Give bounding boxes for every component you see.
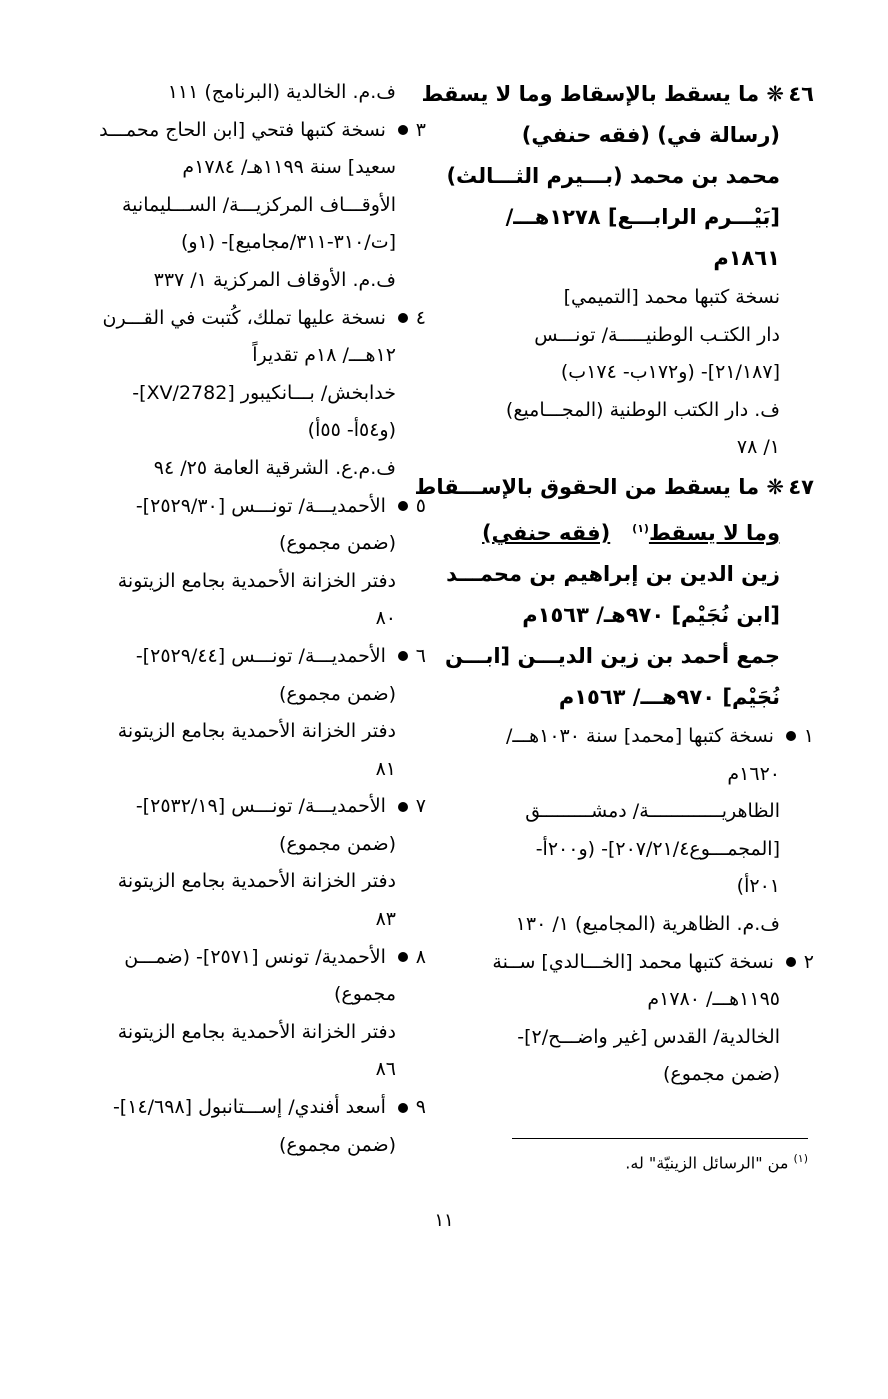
- copy-number: ٣: [415, 118, 426, 141]
- footnote-text: من "الرسائل الزينيّة" له.: [625, 1153, 789, 1173]
- entry-title: ما يسقط من الحقوق بالإســـقاط: [414, 474, 760, 499]
- entry-47-author: زين الدين بن إبراهيم بن محمـــد: [446, 561, 780, 586]
- copy-٣: [86, 112, 426, 150]
- entry-number: ٤٧: [788, 474, 814, 499]
- copy-٤: [86, 300, 426, 338]
- entry-46-line: [٢١/١٨٧]- (و١٧٢ب- ١٧٤ب): [560, 361, 780, 384]
- entry-46-author: محمد بن محمد (بـــيرم الثـــالث): [446, 164, 780, 188]
- entry-number: ٤٦: [788, 82, 814, 106]
- right-column: [414, 74, 814, 1094]
- copy-line: الأوقـــاف المركزيـــة/ الســـليمانية: [122, 193, 396, 216]
- copy-line: (ضمن مجموع): [278, 532, 396, 555]
- entry-46-line: ١/ ٧٨: [736, 436, 780, 459]
- copy-line: ٨٣: [375, 908, 396, 931]
- entry-46-author-date: ١٨٦١م: [713, 246, 780, 270]
- copy-line: نسخة كتبها فتحي [ابن الحاج محمـــد: [99, 118, 386, 141]
- entry-46-title: [421, 74, 814, 115]
- copy-line: الظاهريـــــــــــــة/ دمشـــــــــق: [525, 800, 780, 823]
- copy-٥: [86, 488, 426, 526]
- entry-title-part: وما لا يسقط: [648, 520, 780, 545]
- bullet-icon: [398, 651, 408, 661]
- copy-number: ٢: [803, 950, 814, 973]
- copy-line: ١٦٢٠م: [727, 762, 780, 785]
- entry-46-line: ف. دار الكتب الوطنية (المجـــاميع): [505, 398, 780, 421]
- copy-line: سعيد] سنة ١١٩٩هـ/ ١٧٨٤م: [182, 156, 396, 179]
- copy-line: (ضمن مجموع): [278, 832, 396, 855]
- footnote-ref[interactable]: (١): [632, 521, 649, 535]
- copy-number: ٥: [415, 494, 426, 517]
- page-number: ١١: [434, 1210, 454, 1231]
- copy-1: [466, 718, 814, 756]
- copy-number: ٦: [415, 644, 426, 667]
- copy-line: (و٥٤أ- ٥٥أ): [307, 419, 396, 442]
- copy-line: [المجمـــوع٢٠٧/٢١/٤]- (و٢٠٠أ-: [535, 837, 780, 860]
- copy-line: ف.م. الأوقاف المركزية ١/ ٣٣٧: [153, 268, 396, 291]
- footnote: [625, 1152, 808, 1172]
- copy-line: دفتر الخزانة الأحمدية بجامع الزيتونة: [117, 870, 396, 893]
- copy-line: (ضمن مجموع): [662, 1063, 780, 1086]
- copy-٩: [86, 1089, 426, 1127]
- copy-line: ٨١: [375, 757, 396, 780]
- entry-subject: (فقه حنفي): [482, 520, 611, 545]
- star-icon: ❋: [766, 474, 784, 499]
- entry-47-title: [414, 467, 814, 508]
- copy-number: ٩: [415, 1096, 426, 1119]
- copy-2: [466, 944, 814, 982]
- copy-line: ١١٩٥هـــ/ ١٧٨٠م: [647, 988, 780, 1011]
- copy-٧: [86, 788, 426, 826]
- copy-line: ١٢هـــ/ ١٨م تقديراً: [252, 344, 396, 367]
- copy-line: مجموع): [334, 983, 396, 1006]
- copy-line: الخالدية/ القدس [غير واضـــح/٢]-: [517, 1025, 780, 1048]
- copy-line: ٨٠: [375, 607, 396, 630]
- footnote-divider: [512, 1138, 808, 1139]
- entry-47-compiler-cont: نُجَيْم] ٩٧٠هـــ/ ١٥٦٣م: [558, 684, 780, 709]
- entry-47-title-cont: [466, 508, 814, 554]
- copy-line: الأحمديـــة/ تونـــس [٢٥٣٢/١٩]-: [135, 795, 386, 818]
- copy-line: دفتر الخزانة الأحمدية بجامع الزيتونة: [117, 1020, 396, 1043]
- copy-٨: [86, 939, 426, 977]
- entry-47-compiler: جمع أحمد بن زين الديـــن [ابـــن: [445, 643, 780, 668]
- copy-line: نسخة كتبها [محمد] سنة ١٠٣٠هـــ/: [506, 724, 774, 747]
- star-icon: ❋: [766, 82, 784, 106]
- copy-line: دفتر الخزانة الأحمدية بجامع الزيتونة: [117, 720, 396, 743]
- copy-line: ٢٠١أ): [736, 875, 780, 898]
- copy-number: ٧: [415, 795, 426, 818]
- copy-line: أسعد أفندي/ إســـتانبول [١٤/٦٩٨]-: [112, 1096, 386, 1119]
- copy-line: الأحمدية/ تونس [٢٥٧١]- (ضمـــن: [124, 945, 386, 968]
- copy-line: نسخة عليها تملك، كُتبت في القـــرن: [102, 306, 386, 329]
- copy-line: خدابخش/ بـــانكيبور [2782/XV]-: [132, 381, 396, 404]
- entry-46-author-cont: [بَيْـــرم الرابـــع] ١٢٧٨هـــ/: [505, 205, 780, 229]
- bullet-icon: [398, 313, 408, 323]
- left-column: [86, 74, 426, 1164]
- bullet-icon: [398, 802, 408, 812]
- entry-46-line: نسخة كتبها محمد [التميمي]: [563, 286, 780, 308]
- copy-line: نسخة كتبها محمد [الخـــالدي] ســنة: [492, 950, 774, 973]
- footnote-marker: (١): [793, 1152, 808, 1165]
- copy-line: ف.م.ع. الشرقية العامة ٢٥/ ٩٤: [153, 456, 396, 479]
- copy-line: الأحمديـــة/ تونـــس [٢٥٢٩/٣٠]-: [135, 494, 386, 517]
- copy-line: [ت/٣١٠-٣١١/مجاميع]- (١و): [180, 231, 396, 254]
- bullet-icon: [398, 1103, 408, 1113]
- entry-46-title-cont: (رسالة في) (فقه حنفي): [521, 123, 780, 147]
- copy-number: ٨: [415, 945, 426, 968]
- catalog-reference: ف.م. الخالدية (البرنامج) ١١١: [167, 81, 396, 103]
- entry-47-author-cont: [ابن نُجَيْم] ٩٧٠هـ/ ١٥٦٣م: [522, 602, 780, 627]
- bullet-icon: [786, 731, 796, 741]
- copy-line: ف.م. الظاهرية (المجاميع) ١/ ١٣٠: [515, 912, 780, 935]
- bullet-icon: [398, 125, 408, 135]
- bullet-icon: [398, 501, 408, 511]
- entry-46-line: دار الكتـب الوطنيـــــة/ تونـــس: [534, 323, 780, 346]
- copy-line: (ضمن مجموع): [278, 1133, 396, 1156]
- copy-number: ٤: [415, 306, 426, 329]
- copy-line: ٨٦: [375, 1058, 396, 1081]
- copy-number: ١: [803, 724, 814, 747]
- copy-line: (ضمن مجموع): [278, 682, 396, 705]
- bullet-icon: [786, 957, 796, 967]
- copy-٦: [86, 638, 426, 676]
- copy-line: دفتر الخزانة الأحمدية بجامع الزيتونة: [117, 569, 396, 592]
- entry-title: ما يسقط بالإسقاط وما لا يسقط: [421, 82, 760, 106]
- copy-line: الأحمديـــة/ تونـــس [٢٥٢٩/٤٤]-: [135, 644, 386, 667]
- bullet-icon: [398, 952, 408, 962]
